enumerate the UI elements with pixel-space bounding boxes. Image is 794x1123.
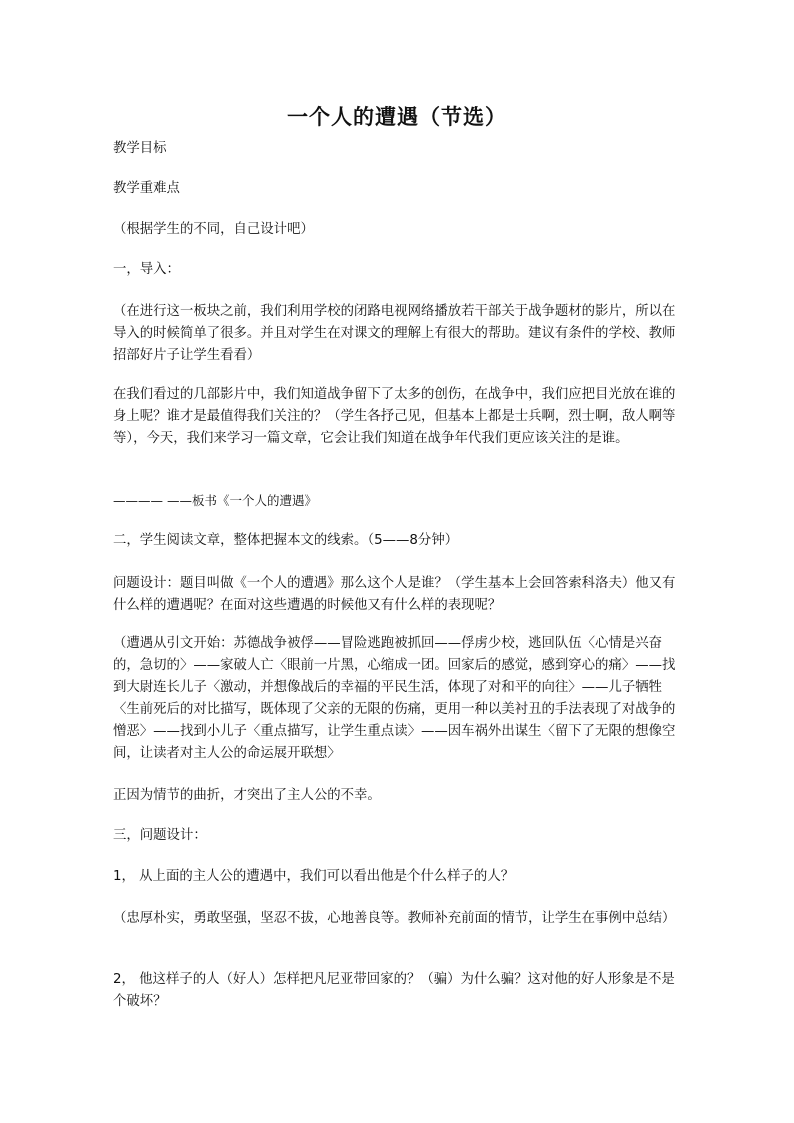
question-1: 1， 从上面的主人公的遭遇中，我们可以看出他是个什么样子的人？ — [113, 869, 515, 884]
heading-key-difficulties: 教学重难点 — [113, 181, 180, 196]
paragraph-plot-conclusion: 正因为情节的曲折，才突出了主人公的不幸。 — [113, 788, 381, 803]
blackboard-title-line: ———— ——板书《一个人的遭遇》 — [113, 493, 317, 508]
note-design-yourself: （根据学生的不同，自己设计吧） — [113, 222, 314, 237]
question-2: 2， 他这样子的人（好人）怎样把凡尼亚带回家的？（骗）为什么骗？这对他的好人形象是不是个破坏？ — [113, 972, 675, 1009]
paragraph-intro-note: （在进行这一板块之前，我们利用学校的闭路电视网络播放若干部关于战争题材的影片，所以在导入的时候简单了很多。并且对学生在对课文的理解上有很大的帮助。建议有条件的学校、教师招部好片子让学生看看） — [113, 304, 676, 363]
section-heading-questions: 三，问题设计： — [113, 828, 207, 843]
paragraph-plot-outline: （遭遇从引文开始：苏德战争被俘——冒险逃跑被抓回——俘虏少校，逃回队伍〈心情是兴奋的，急切的〉——家破人亡〈眼前一片黑，心缩成一团。回家后的感觉，感到穿心的痛〉——找到大尉连长儿子〈激动，并想像战后的幸福的平民生活，体现了对和平的向往〉——儿子牺牲〈生前死后的对比描写，既体现了父亲的无限的伤痛，更用一种以美衬丑的手法表现了对战争的憎恶〉——找到小儿子〈重点描写，让学生重点读〉——因车祸外出谋生〈留下了无限的想像空间，让读者对主人公的命运展开联想〉 — [113, 636, 676, 761]
section-heading-reading: 二，学生阅读文章，整体把握本文的线索。（5——8分钟） — [113, 533, 459, 548]
document-title: 一个人的遭遇（节选） — [287, 104, 507, 129]
section-heading-intro: 一，导入： — [113, 262, 180, 277]
heading-teaching-goals: 教学目标 — [113, 141, 167, 156]
answer-1: （忠厚朴实，勇敢坚强，坚忍不拔，心地善良等。教师补充前面的情节，让学生在事例中总结） — [113, 911, 676, 926]
paragraph-question-design: 问题设计：题目叫做《一个人的遭遇》那么这个人是谁？（学生基本上会回答索科洛夫）他又有什么样的遭遇呢？在面对这些遭遇的时候他又有什么样的表现呢？ — [113, 576, 676, 613]
paragraph-intro-question: 在我们看过的几部影片中，我们知道战争留下了太多的创伤，在战争中，我们应把目光放在谁的身上呢？谁才是最值得我们关注的？（学生各抒己见，但基本上都是士兵啊，烈士啊，敌人啊等等），今天，我们来学习一篇文章，它会让我们知道在战争年代我们更应该关注的是谁。 — [113, 387, 676, 446]
